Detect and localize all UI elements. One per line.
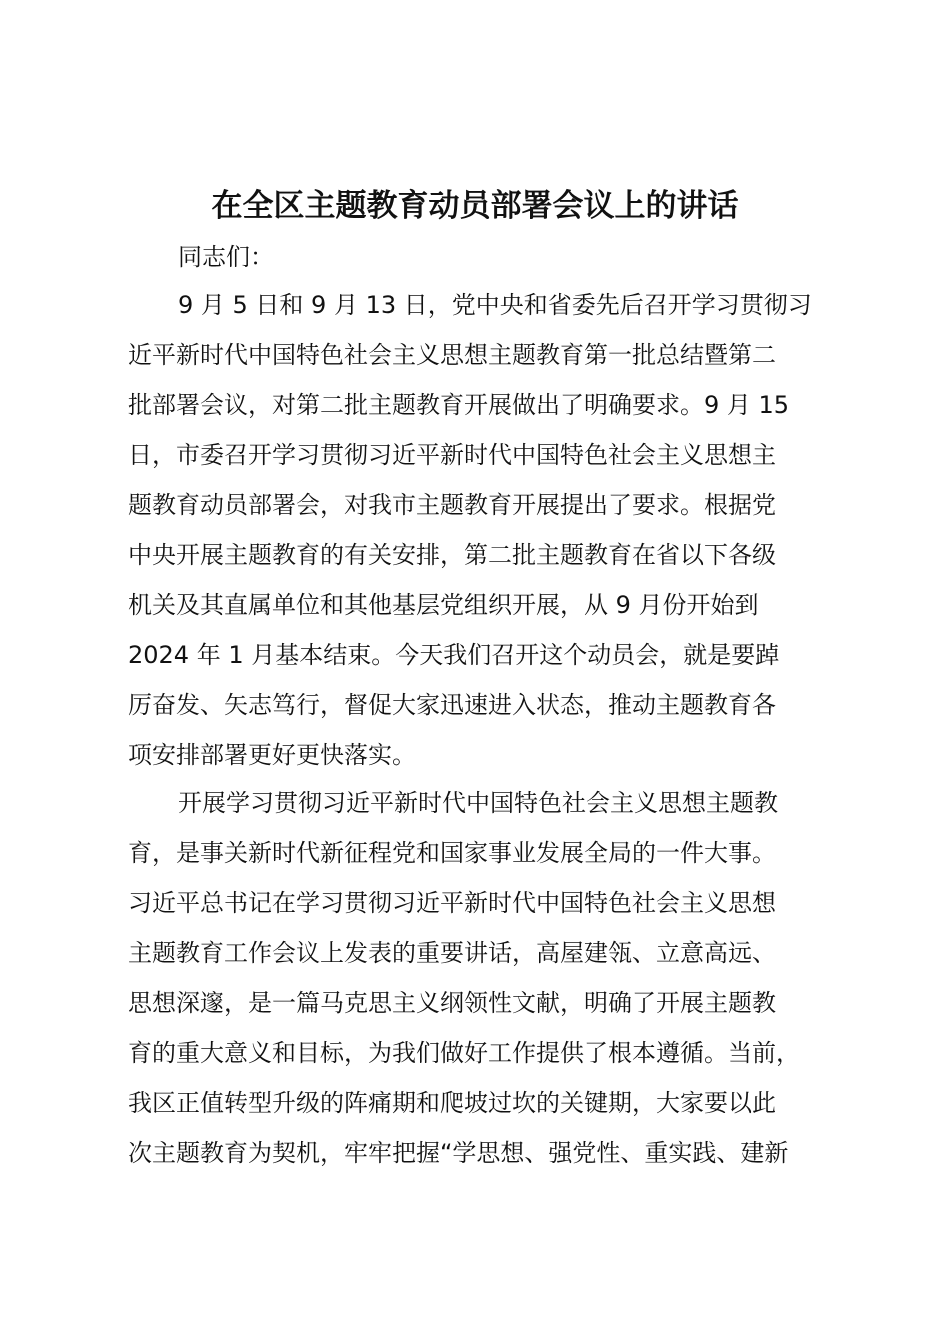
paragraph-2-line: 主题教育工作会议上发表的重要讲话，高屋建瓴、立意高远、 [128, 939, 776, 967]
paragraph-1-line: 9 月 5 日和 9 月 13 日，党中央和省委先后召开学习贯彻习 [178, 291, 812, 319]
paragraph-2 [128, 778, 848, 1178]
paragraph-1-line: 厉奋发、矢志笃行，督促大家迅速进入状态，推动主题教育各 [128, 691, 776, 719]
salutation: 同志们： [178, 243, 274, 271]
paragraph-2-line: 思想深邃，是一篇马克思主义纲领性文献，明确了开展主题教 [128, 989, 776, 1017]
paragraph-1-line: 批部署会议，对第二批主题教育开展做出了明确要求。9 月 15 [128, 391, 790, 419]
paragraph-1 [128, 280, 848, 780]
paragraph-1-line: 2024 年 1 月基本结束。今天我们召开这个动员会，就是要踔 [128, 641, 780, 669]
paragraph-1-line: 项安排部署更好更快落实。 [128, 741, 416, 769]
paragraph-2-line: 育，是事关新时代新征程党和国家事业发展全局的一件大事。 [128, 839, 776, 867]
paragraph-2-line: 次主题教育为契机，牢牢把握“学思想、强党性、重实践、建新 [128, 1139, 789, 1167]
paragraph-2-line: 习近平总书记在学习贯彻习近平新时代中国特色社会主义思想 [128, 889, 776, 917]
paragraph-1-line: 近平新时代中国特色社会主义思想主题教育第一批总结暨第二 [128, 341, 776, 369]
paragraph-2-line: 育的重大意义和目标，为我们做好工作提供了根本遵循。当前， [128, 1039, 800, 1067]
page-title: 在全区主题教育动员部署会议上的讲话 [211, 188, 739, 224]
paragraph-1-line: 日，市委召开学习贯彻习近平新时代中国特色社会主义思想主 [128, 441, 776, 469]
paragraph-1-line: 题教育动员部署会，对我市主题教育开展提出了要求。根据党 [128, 491, 776, 519]
paragraph-1-line: 中央开展主题教育的有关安排，第二批主题教育在省以下各级 [128, 541, 776, 569]
paragraph-2-line: 我区正值转型升级的阵痛期和爬坡过坎的关键期，大家要以此 [128, 1089, 776, 1117]
paragraph-2-line: 开展学习贯彻习近平新时代中国特色社会主义思想主题教 [178, 789, 778, 817]
paragraph-1-line: 机关及其直属单位和其他基层党组织开展，从 9 月份开始到 [128, 591, 759, 619]
